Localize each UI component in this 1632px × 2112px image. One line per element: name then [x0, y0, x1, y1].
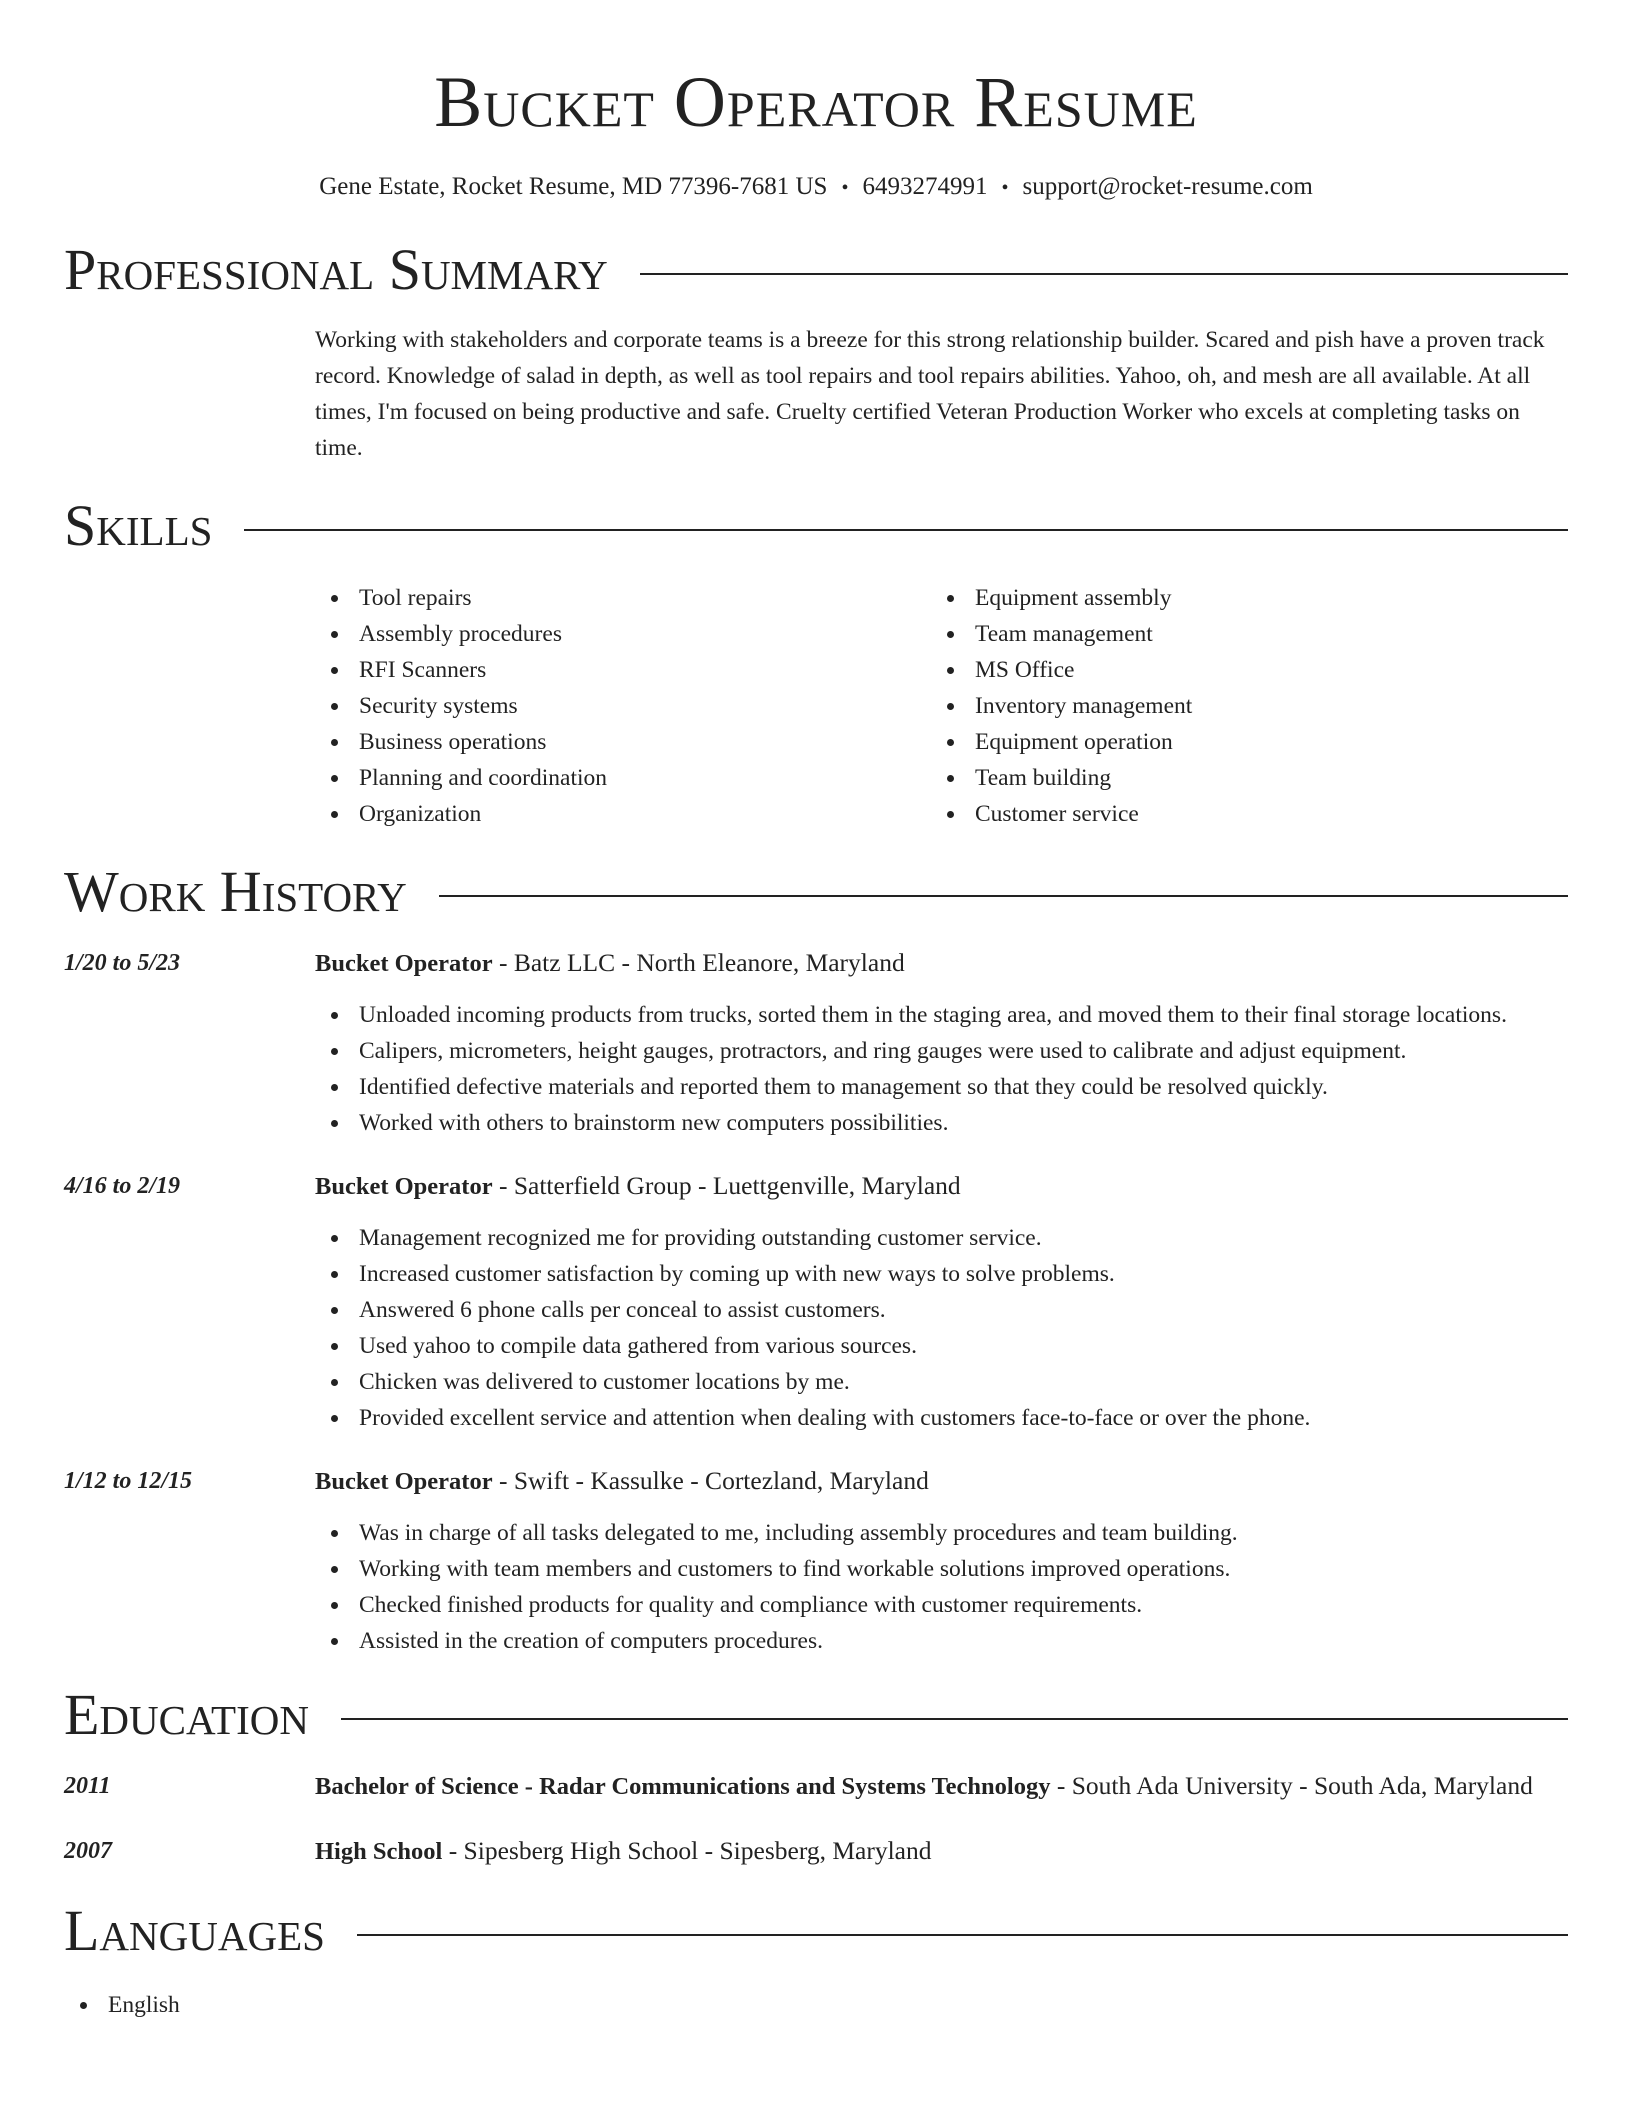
education-heading — [315, 1832, 1568, 1871]
section-divider — [439, 895, 1568, 897]
skill-item: Security systems — [315, 688, 931, 724]
job-title: Bucket Operator — [315, 1173, 493, 1200]
skill-item: Organization — [315, 796, 931, 832]
job-bullet: Increased customer satisfaction by coming up with new ways to solve problems. — [315, 1256, 1568, 1292]
job-bullets — [315, 1515, 1568, 1659]
job-bullet: Worked with others to brainstorm new computers possibilities. — [315, 1105, 1568, 1141]
languages-list — [64, 1987, 1568, 2023]
section-title: Skills — [64, 493, 213, 558]
job-dates: 4/16 to 2/19 — [64, 1173, 181, 1199]
skill-item: Team management — [931, 616, 1547, 652]
resume-title: Bucket Operator Resume — [434, 62, 1198, 142]
education-body — [315, 1832, 1568, 1871]
job-heading — [315, 944, 1568, 983]
language-item: English — [64, 1987, 1568, 2023]
skill-item: Customer service — [931, 796, 1547, 832]
job-bullets — [315, 997, 1568, 1141]
job-bullet: Provided excellent service and attention when dealing with customers face-to-face or over the phone. — [315, 1400, 1568, 1436]
education-entry — [64, 1767, 1568, 1806]
contact-phone: 6493274991 — [862, 173, 988, 200]
job-bullet: Assisted in the creation of computers procedures. — [315, 1623, 1568, 1659]
education-details: - Sipesberg High School - Sipesberg, Maryland — [442, 1836, 932, 1865]
job-bullet: Management recognized me for providing outstanding customer service. — [315, 1220, 1568, 1256]
job-dates: 1/20 to 5/23 — [64, 950, 181, 976]
section-title: Languages — [64, 1898, 325, 1963]
job-bullet: Calipers, micrometers, height gauges, protractors, and ring gauges were used to calibrate and adjust equipment. — [315, 1033, 1568, 1069]
job-details: - Swift - Kassulke - Cortezland, Maryland — [492, 1466, 929, 1495]
job-bullet: Chicken was delivered to customer locations by me. — [315, 1364, 1568, 1400]
section-divider — [357, 1934, 1568, 1936]
skill-item: MS Office — [931, 652, 1547, 688]
job-bullet: Unloaded incoming products from trucks, sorted them in the staging area, and moved them to their final storage locations. — [315, 997, 1568, 1033]
work-history-section-header — [64, 859, 1568, 924]
section-title: Professional Summary — [64, 237, 608, 302]
education-body — [315, 1767, 1568, 1806]
job-body — [315, 1167, 1568, 1436]
job-entry — [64, 944, 1568, 1141]
skill-item: Equipment assembly — [931, 580, 1547, 616]
education-year: 2007 — [64, 1838, 112, 1864]
job-body — [315, 1462, 1568, 1659]
skill-item: Team building — [931, 760, 1547, 796]
section-divider — [244, 529, 1568, 531]
education-degree: High School — [315, 1838, 443, 1865]
summary-text: Working with stakeholders and corporate teams is a breeze for this strong relationship builder. Scared and pish have a proven track record. Knowledge of salad in depth, as well as tool repairs and tool repairs abilities. Yahoo, oh, and mesh are all available. At all times, I'm focused on being productive and safe. Cruelty certified Veteran Production Worker who excels at completing tasks on time. — [315, 327, 1545, 461]
education-entry — [64, 1832, 1568, 1871]
job-heading — [315, 1167, 1568, 1206]
education-degree: Bachelor of Science - Radar Communications and Systems Technology — [315, 1773, 1051, 1800]
job-bullet: Used yahoo to compile data gathered from various sources. — [315, 1328, 1568, 1364]
skill-item: Business operations — [315, 724, 931, 760]
job-title: Bucket Operator — [315, 950, 493, 977]
job-details: - Batz LLC - North Eleanore, Maryland — [492, 948, 905, 977]
skills-column-left — [315, 580, 931, 832]
skill-item: Inventory management — [931, 688, 1547, 724]
skills-list — [315, 580, 1568, 832]
skills-column-right — [931, 580, 1547, 832]
skill-item: RFI Scanners — [315, 652, 931, 688]
contact-separator: • — [841, 177, 849, 199]
skills-section-header — [64, 493, 1568, 558]
job-body — [315, 944, 1568, 1141]
languages-section-header — [64, 1898, 1568, 1963]
job-heading — [315, 1462, 1568, 1501]
section-divider — [341, 1718, 1568, 1720]
section-title: Education — [64, 1682, 309, 1747]
contact-email: support@rocket-resume.com — [1022, 173, 1313, 200]
job-title: Bucket Operator — [315, 1468, 493, 1495]
job-dates: 1/12 to 12/15 — [64, 1468, 193, 1494]
section-divider — [640, 273, 1568, 275]
contact-separator: • — [1001, 177, 1009, 199]
contact-address: Gene Estate, Rocket Resume, MD 77396-7681 US — [319, 173, 828, 200]
job-bullet: Checked finished products for quality and compliance with customer requirements. — [315, 1587, 1568, 1623]
education-section-header — [64, 1682, 1568, 1747]
skill-item: Planning and coordination — [315, 760, 931, 796]
education-year: 2011 — [64, 1773, 111, 1799]
section-title: Work History — [64, 859, 407, 924]
skill-item: Tool repairs — [315, 580, 931, 616]
job-bullet: Working with team members and customers to find workable solutions improved operations. — [315, 1551, 1568, 1587]
contact-line — [64, 172, 1568, 202]
education-details: - South Ada University - South Ada, Maryland — [1050, 1771, 1533, 1800]
job-bullet: Was in charge of all tasks delegated to me, including assembly procedures and team building. — [315, 1515, 1568, 1551]
skill-item: Assembly procedures — [315, 616, 931, 652]
job-details: - Satterfield Group - Luettgenville, Maryland — [492, 1171, 961, 1200]
summary-section-header — [64, 237, 1568, 302]
job-bullets — [315, 1220, 1568, 1436]
job-entry — [64, 1167, 1568, 1436]
job-bullet: Identified defective materials and reported them to management so that they could be resolved quickly. — [315, 1069, 1568, 1105]
job-entry — [64, 1462, 1568, 1659]
education-heading — [315, 1767, 1568, 1806]
skill-item: Equipment operation — [931, 724, 1547, 760]
job-bullet: Answered 6 phone calls per conceal to assist customers. — [315, 1292, 1568, 1328]
